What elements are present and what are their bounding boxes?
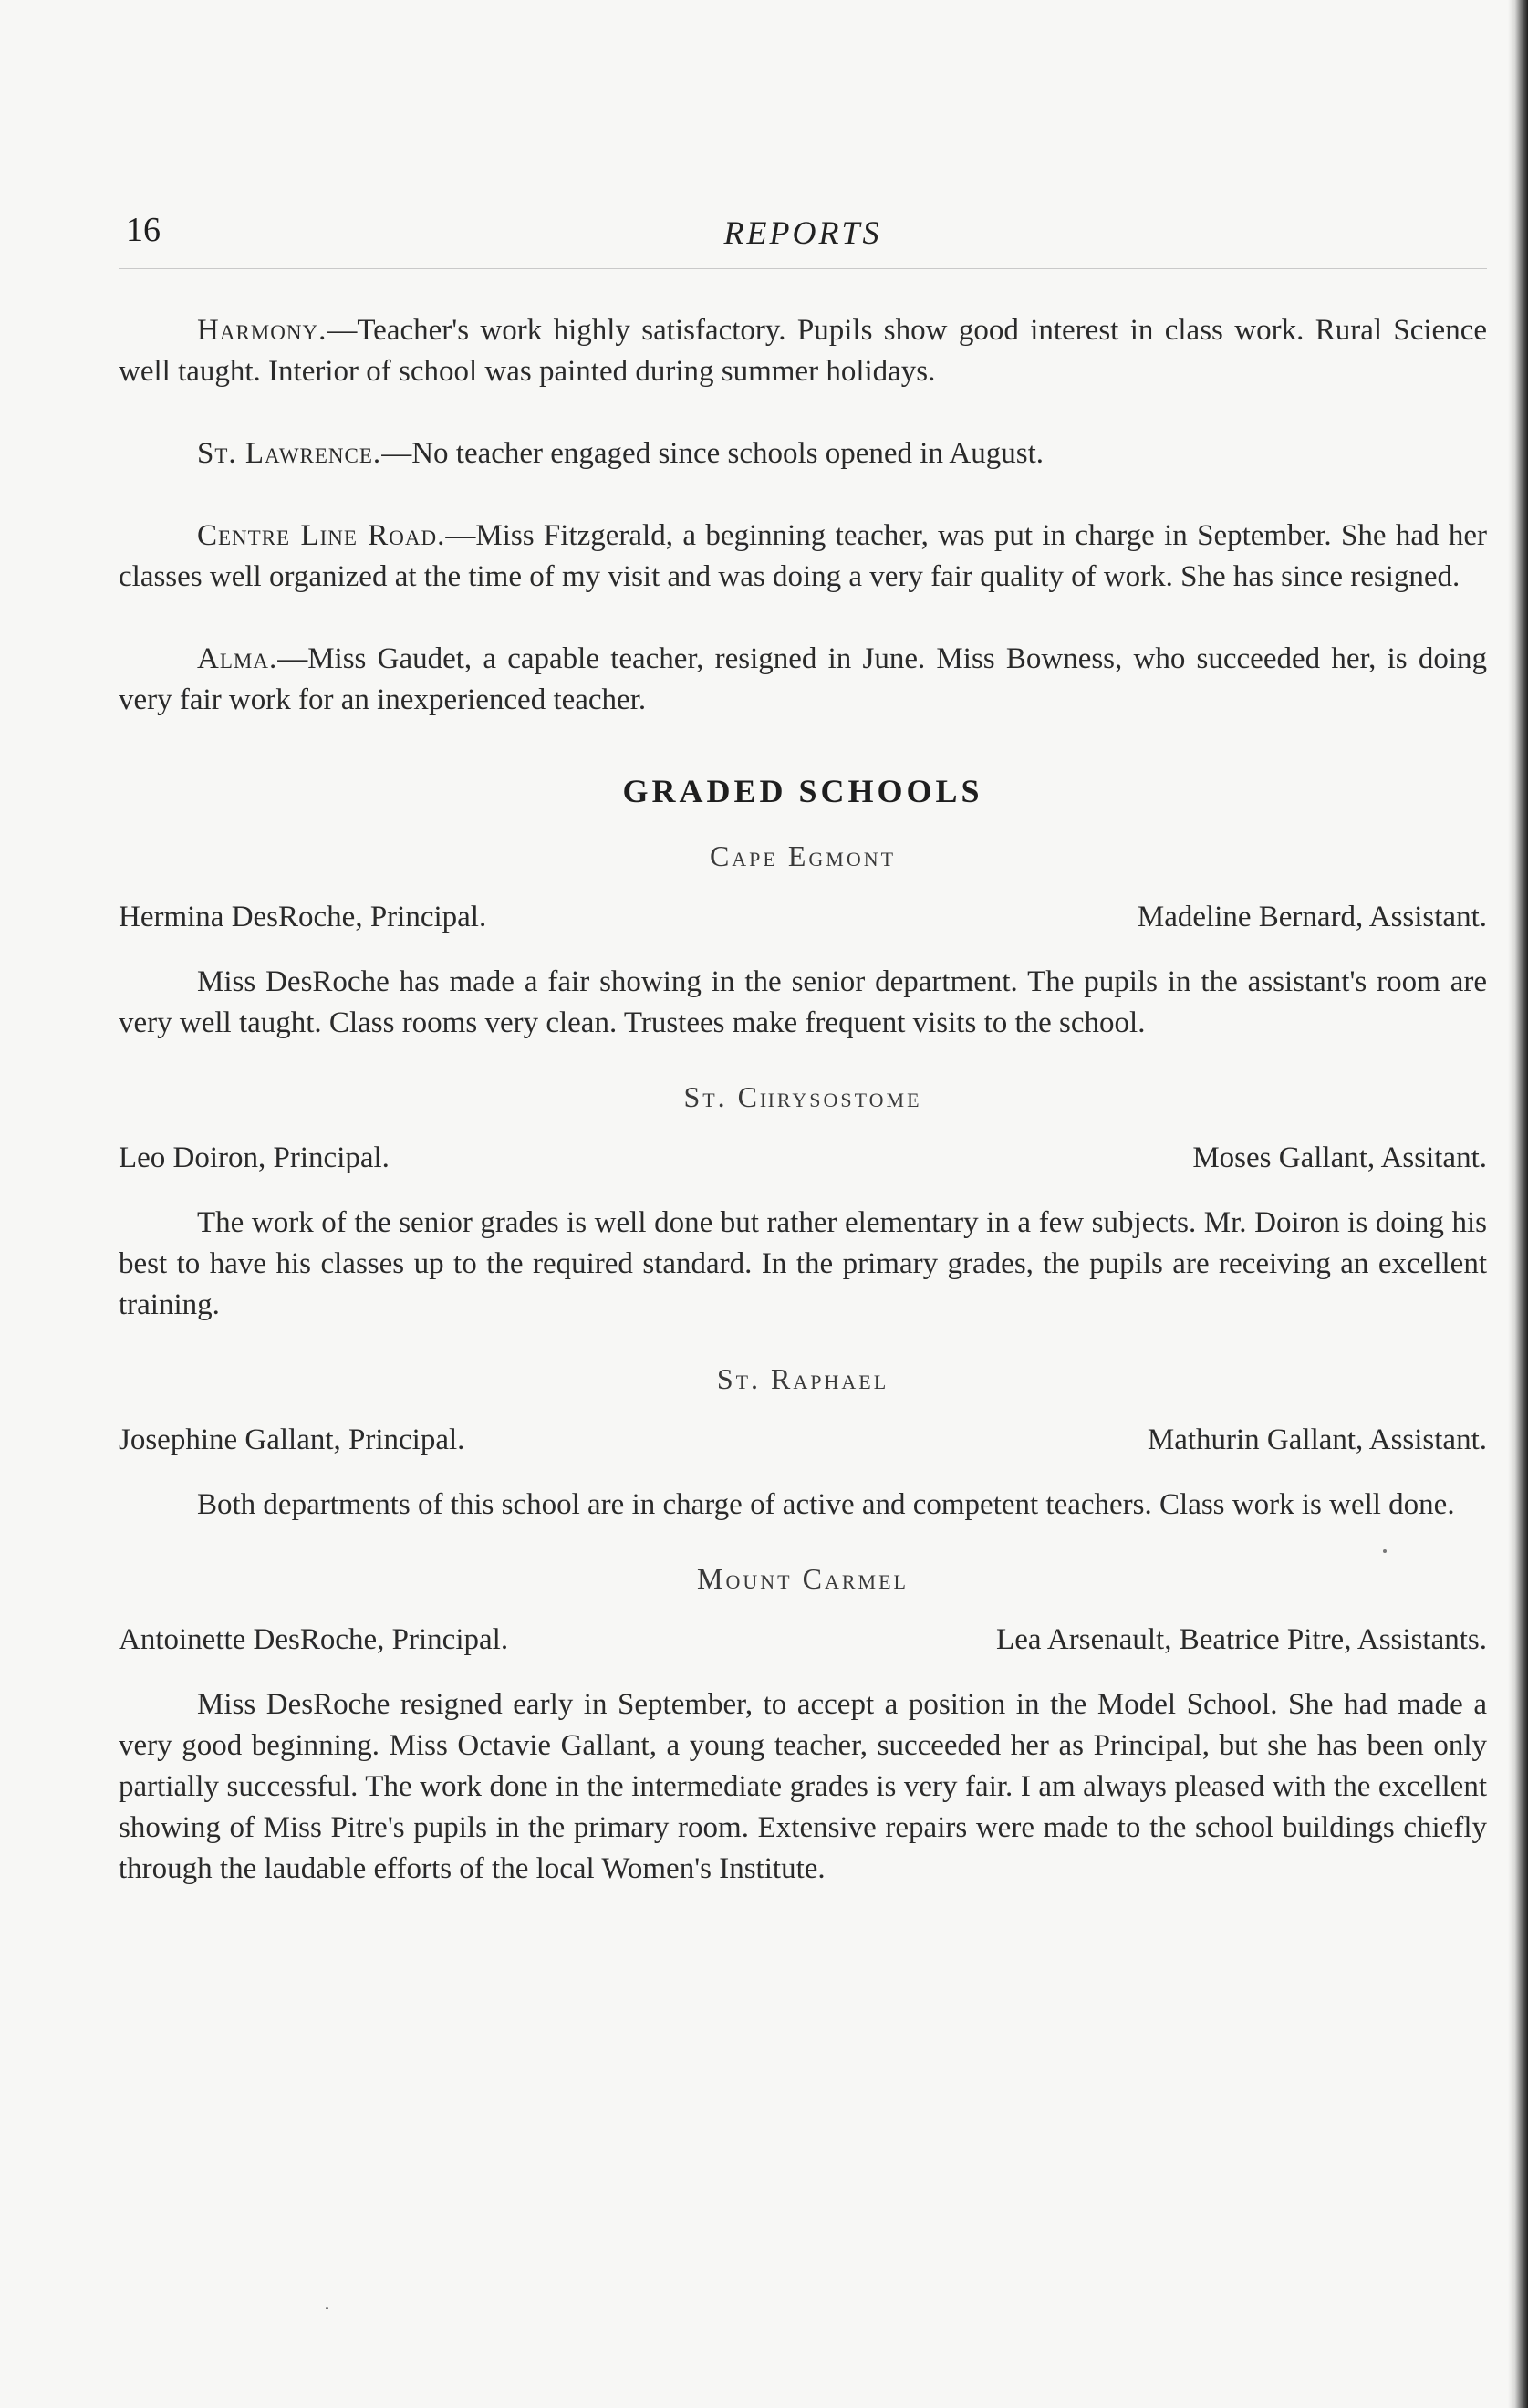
page-header bbox=[119, 192, 1487, 255]
principal-name: Josephine Gallant, Principal. bbox=[119, 1423, 465, 1456]
principal-name: Leo Doiron, Principal. bbox=[119, 1141, 390, 1174]
paper-speck bbox=[326, 2307, 328, 2309]
school-report: Miss DesRoche resigned early in September, to accept a position in the Model School. She had made a very good beginning. Miss Octavie Gallant, a young teacher, succeeded her as Principal, but she has been only partially successful. The work done in the intermediate grades is very fair. I am always pleased with the excellent showing of Miss Pitre's pupils in the primary room. Extensive repairs were made to the school buildings chiefly through the laudable efforts of the local Women's Institute. bbox=[119, 1688, 1487, 1885]
rural-school-entry bbox=[119, 433, 1487, 474]
rural-school-entry bbox=[119, 516, 1487, 598]
section-heading: GRADED SCHOOLS bbox=[622, 773, 983, 809]
staff-line bbox=[119, 1138, 1487, 1179]
page-number: 16 bbox=[126, 211, 161, 249]
page-binding-edge bbox=[1508, 0, 1528, 2408]
assistant-name: Madeline Bernard, Assistant. bbox=[1137, 901, 1487, 933]
school-name: Alma. bbox=[197, 642, 278, 675]
graded-school-entry bbox=[119, 1080, 1487, 1326]
graded-school-entry bbox=[119, 1562, 1487, 1890]
running-title: REPORTS bbox=[723, 214, 882, 251]
school-report: —Miss Gaudet, a capable teacher, resigned in June. Miss Bowness, who succeeded her, is doing very fair work for an inexperienced teacher. bbox=[119, 642, 1487, 716]
school-report: —Miss Fitzgerald, a beginning teacher, was put in charge in September. She had her classes well organized at the time of my visit and was doing a very fair quality of work. She has since resigned. bbox=[119, 519, 1487, 593]
staff-line bbox=[119, 897, 1487, 938]
school-heading: St. Chrysostome bbox=[683, 1080, 922, 1113]
school-heading: Mount Carmel bbox=[697, 1562, 909, 1595]
header-rule bbox=[119, 268, 1487, 269]
staff-line bbox=[119, 1420, 1487, 1461]
rural-school-entry bbox=[119, 639, 1487, 721]
document-page bbox=[119, 192, 1487, 1885]
school-report: —Teacher's work highly satisfactory. Pupils show good interest in class work. Rural Science well taught. Interior of school was painted during summer holidays. bbox=[119, 314, 1487, 388]
school-heading: Cape Egmont bbox=[709, 839, 897, 872]
page-body bbox=[119, 310, 1487, 1926]
school-report: Both departments of this school are in charge of active and competent teachers. Class work is well done. bbox=[197, 1488, 1455, 1521]
school-heading: St. Raphael bbox=[716, 1362, 889, 1395]
assistant-name: Lea Arsenault, Beatrice Pitre, Assistants. bbox=[996, 1623, 1487, 1656]
graded-school-entry bbox=[119, 839, 1487, 1044]
assistant-name: Moses Gallant, Assitant. bbox=[1192, 1141, 1487, 1174]
school-name: St. Lawrence. bbox=[197, 437, 382, 470]
school-report: The work of the senior grades is well done but rather elementary in a few subjects. Mr. Doiron is doing his best to have his classes up to the required standard. In the primary grades, the pupils are receiving an excellent training. bbox=[119, 1206, 1487, 1321]
principal-name: Hermina DesRoche, Principal. bbox=[119, 901, 487, 933]
school-name: Harmony. bbox=[197, 314, 327, 347]
principal-name: Antoinette DesRoche, Principal. bbox=[119, 1623, 509, 1656]
assistant-name: Mathurin Gallant, Assistant. bbox=[1147, 1423, 1487, 1456]
rural-school-entry bbox=[119, 310, 1487, 392]
paper-speck bbox=[1383, 1549, 1387, 1553]
school-report: Miss DesRoche has made a fair showing in the senior department. The pupils in the assistant's room are very well taught. Class rooms very clean. Trustees make frequent visits to the school. bbox=[119, 965, 1487, 1039]
school-name: Centre Line Road. bbox=[197, 519, 446, 552]
staff-line bbox=[119, 1620, 1487, 1661]
graded-school-entry bbox=[119, 1362, 1487, 1526]
school-report: —No teacher engaged since schools opened in August. bbox=[381, 437, 1044, 470]
